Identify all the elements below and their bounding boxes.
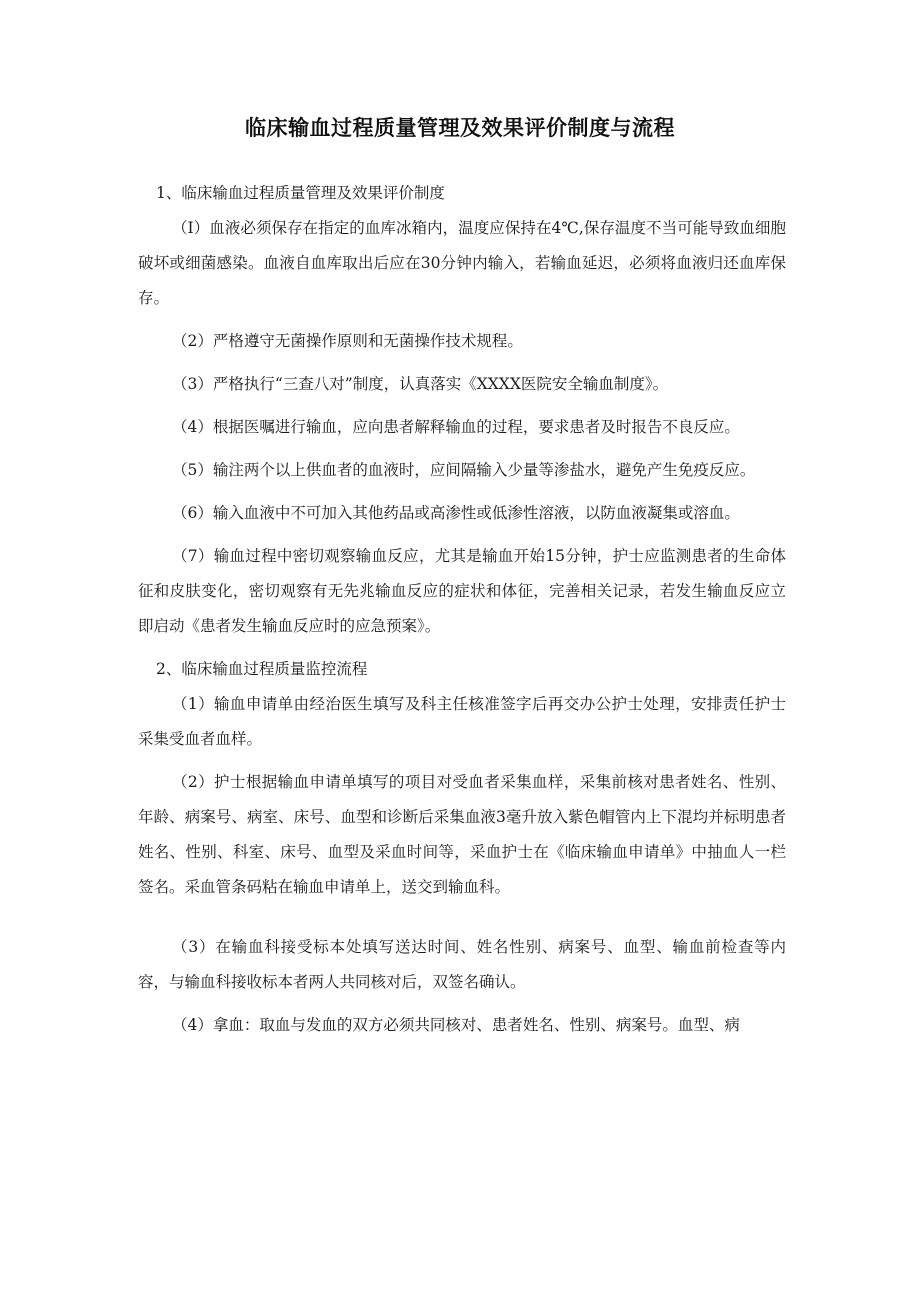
section-1-heading: 1、临床输血过程质量管理及效果评价制度 xyxy=(156,184,445,202)
document-body xyxy=(138,176,786,1051)
section-1-item-7: （7）输血过程中密切观察输血反应，尤其是输血开始15分钟，护士应监测患者的生命体征和皮肤变化，密切观察有无先兆输血反应的症状和体征，完善相关记录，若发生输血反应立即启动《患者发生输血反应时的应急预案》。 xyxy=(138,547,786,635)
section-2-item-3: （3）在输血科接受标本处填写送达时间、姓名性别、病案号、血型、输血前检查等内容，与输血科接收标本者两人共同核对后，双签名确认。 xyxy=(138,938,786,991)
document-title: 临床输血过程质量管理及效果评价制度与流程 xyxy=(245,116,675,140)
section-1-item-3: （3）严格执行“三查八对”制度，认真落实《XXXX医院安全输血制度》。 xyxy=(172,375,669,393)
section-1-item-4: （4）根据医嘱进行输血，应向患者解释输血的过程，要求患者及时报告不良反应。 xyxy=(172,418,740,436)
section-2-item-1: （1）输血申请单由经治医生填写及科主任核准签字后再交办公护士处理，安排责任护士采集受血者血样。 xyxy=(138,695,786,748)
paragraph-gap xyxy=(138,913,786,930)
section-2-item-2: （2）护士根据输血申请单填写的项目对受血者采集血样，采集前核对患者姓名、性别、年龄、病案号、病室、床号、血型和诊断后采集血液3毫升放入紫色帽管内上下混均并标明患者姓名、性别、科室、床号、血型及采血时间等，采血护士在《临床输血申请单》中抽血人一栏签名。采血管条码粘在输血申请单上，送交到输血科。 xyxy=(138,773,786,896)
section-1-item-5: （5）输注两个以上供血者的血液时，应间隔输入少量等渗盐水，避免产生免疫反应。 xyxy=(172,461,756,479)
section-1-item-1: （I）血液必须保存在指定的血库冰箱内，温度应保持在4℃,保存温度不当可能导致血细胞破坏或细菌感染。血液自血库取出后应在30分钟内输入，若输血延迟，必须将血液归还血库保存。 xyxy=(138,219,786,307)
section-1-item-2: （2）严格遵守无菌操作原则和无菌操作技术规程。 xyxy=(172,332,523,350)
section-2-heading: 2、临床输血过程质量监控流程 xyxy=(156,660,368,678)
section-2-item-4: （4）拿血：取血与发血的双方必须共同核对、患者姓名、性别、病案号。血型、病 xyxy=(172,1016,740,1034)
section-1-item-6: （6）输入血液中不可加入其他药品或高渗性或低渗性溶液，以防血液凝集或溶血。 xyxy=(172,504,740,522)
